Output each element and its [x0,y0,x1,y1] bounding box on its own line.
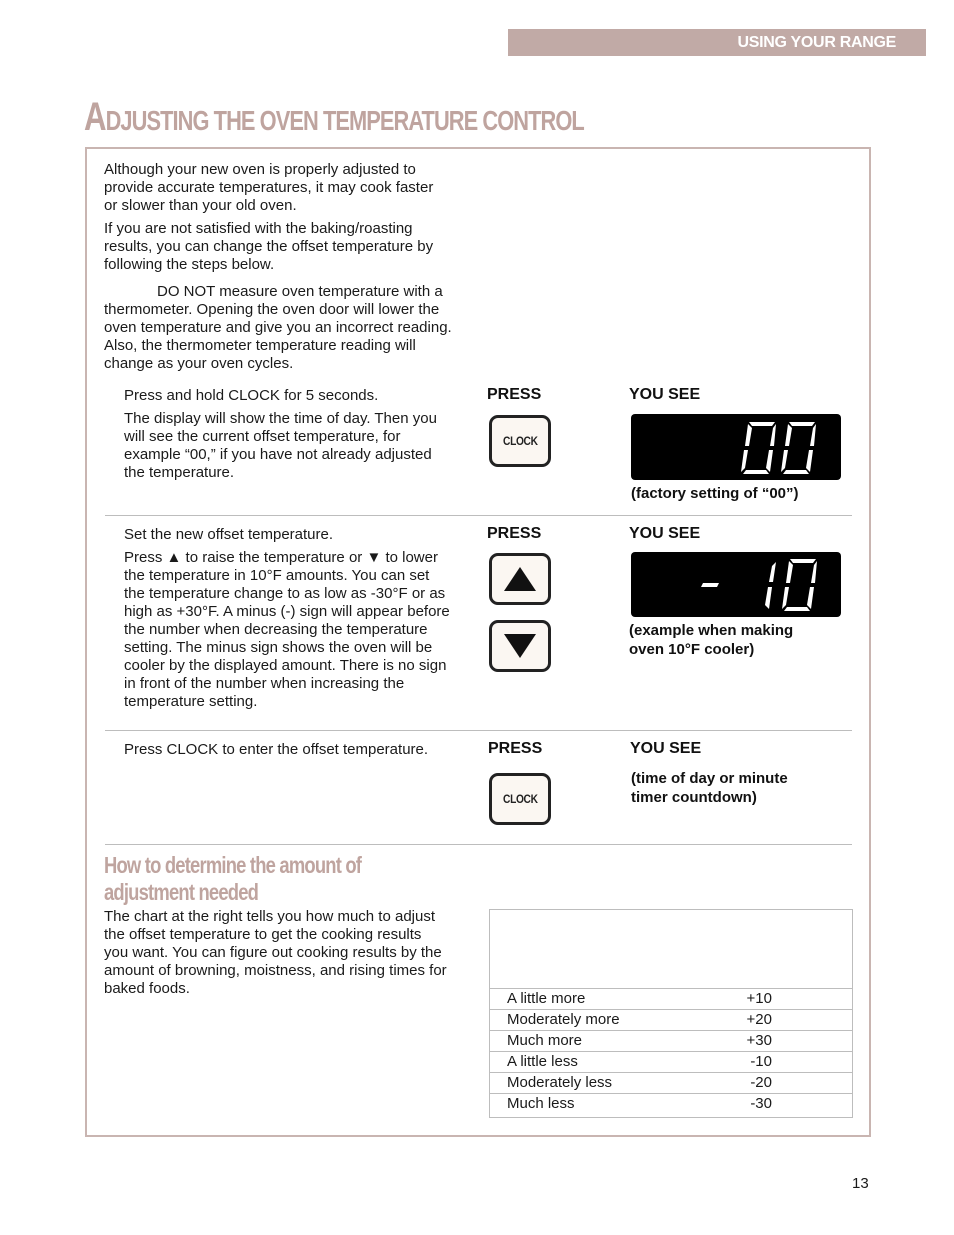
intro-paragraph-3: DO NOT measure oven temperature with a thermometer. Opening the oven door will lower the oven temperature and give you an incorrect reading. Also, the thermometer temperature reading will change as your oven cycles. [104,283,452,372]
table-row: Much less -30 [490,1093,852,1114]
step-1-press-label: PRESS [487,386,542,403]
step-2-detail: Press ▲ to raise the temperature or ▼ to lower the temperature in 10°F amounts. You can set the temperature change to as low as -30°F or as high as +30°F. A minus (-) sign will appear before the number when decreasing the temperature setting. The minus sign shows the oven will be cooler by the displayed amount. There is no sign in front of the number when increasing the temperature setting. [124,549,450,710]
up-arrow-icon [502,564,538,594]
down-arrow-icon [502,631,538,661]
step-divider [105,515,852,516]
step-3-press-label: PRESS [488,740,543,757]
oven-display-00 [631,414,841,480]
step-3-caption: (time of day or minute timer countdown) [631,770,788,806]
table-row: Much more +30 [490,1030,852,1051]
step-1-caption: (factory setting of “00”) [631,485,799,502]
page-number: 13 [852,1175,869,1192]
step-2-press-label: PRESS [487,525,542,542]
step-divider [105,730,852,731]
step-1-detail: The display will show the time of day. Then you will see the current offset temperature, for example “00,” if you have not already adjusted the temperature. [124,410,437,481]
how-to-body: The chart at the right tells you how much to adjust the offset temperature to get the cooking results you want. You can figure out cooking results by the amount of browning, moistness, and rising times for baked foods. [104,908,447,997]
clock-button-label: CLOCK [502,792,538,806]
clock-button[interactable] [489,773,551,825]
seven-segment-minus-10 [631,552,841,617]
clock-button-label: CLOCK [502,434,538,448]
intro-paragraph-2: If you are not satisfied with the baking/roasting results, you can change the offset temperature by following the steps below. [104,220,434,273]
step-3-you-see-label: YOU SEE [630,740,702,757]
intro-paragraph-1: Although your new oven is properly adjusted to provide accurate temperatures, it may cook faster or slower than your old oven. [104,161,434,214]
up-arrow-button[interactable] [489,553,551,605]
table-row: Moderately more +20 [490,1009,852,1030]
step-2-instruction: Set the new offset temperature. [124,526,334,543]
step-2-caption: (example when making oven 10°F cooler) [629,622,794,658]
how-to-heading: How to determine the amount of adjustment needed [104,852,362,905]
table-row: A little more +10 [490,988,852,1009]
adjustment-table [489,909,853,1118]
step-3-instruction: Press CLOCK to enter the offset temperature. [124,741,429,758]
oven-display-minus-10 [631,552,841,617]
title-rest: DJUSTING THE OVEN TEMPERATURE CONTROL [105,105,584,136]
clock-button[interactable] [489,415,551,467]
table-row: A little less -10 [490,1051,852,1072]
title-initial: A [84,95,106,139]
seven-segment-00 [631,414,841,480]
section-divider [105,844,852,845]
table-row: Moderately less -20 [490,1072,852,1093]
page-title [84,95,584,139]
down-arrow-button[interactable] [489,620,551,672]
step-2-you-see-label: YOU SEE [629,525,701,542]
section-header: USING YOUR RANGE [508,29,926,56]
step-1-you-see-label: YOU SEE [629,386,701,403]
step-1-instruction: Press and hold CLOCK for 5 seconds. [124,387,379,404]
